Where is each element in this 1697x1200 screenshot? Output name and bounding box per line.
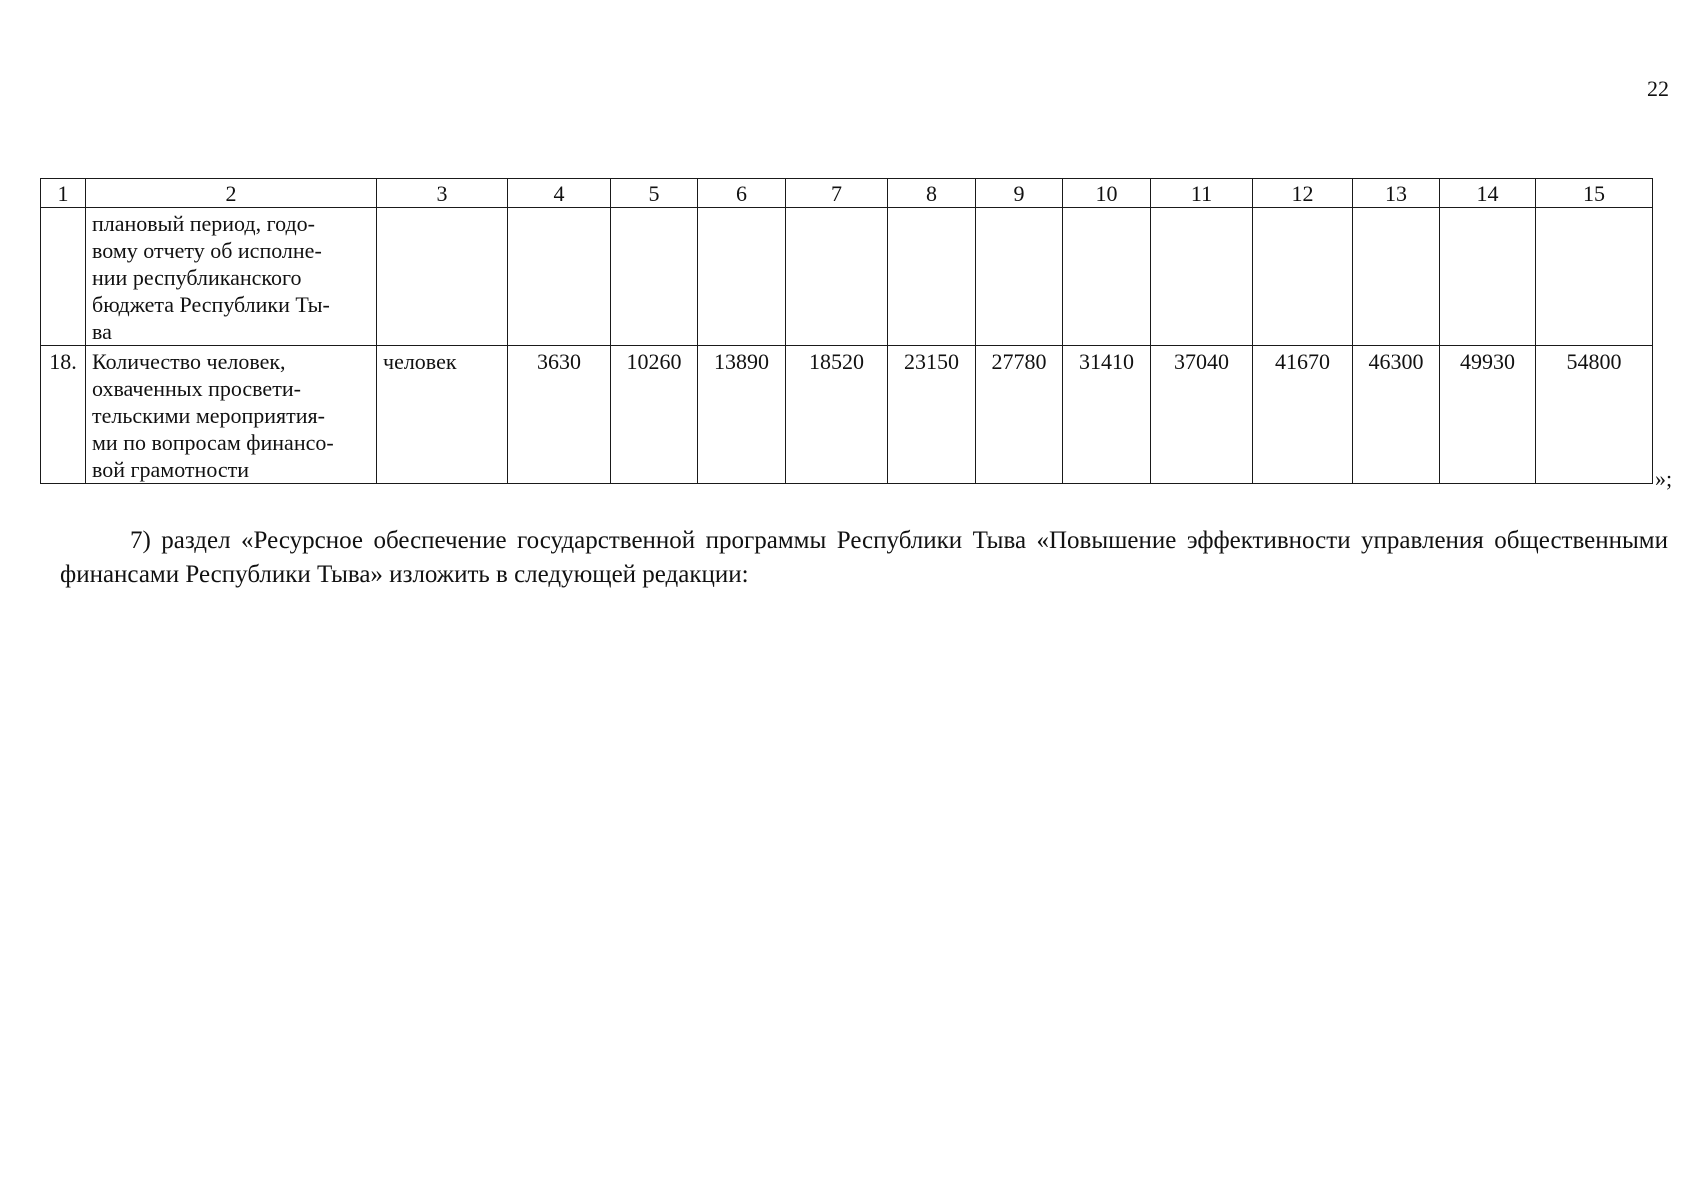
empty-cell	[1253, 208, 1353, 346]
value-cell: 18520	[786, 346, 888, 484]
header-cell: 15	[1536, 179, 1653, 208]
empty-cell	[377, 208, 508, 346]
empty-cell	[888, 208, 976, 346]
empty-cell	[976, 208, 1063, 346]
header-cell: 1	[41, 179, 86, 208]
header-cell: 5	[611, 179, 698, 208]
value-cell: 10260	[611, 346, 698, 484]
row-number-cell: 18.	[41, 346, 86, 484]
empty-cell	[1063, 208, 1151, 346]
body-paragraph: 7) раздел «Ресурсное обеспечение государственной программы Республики Тыва «Повышение эффективности управления общественными финансами Республики Тыва» изложить в следующей редакции:	[60, 527, 1668, 588]
header-cell: 8	[888, 179, 976, 208]
empty-cell	[698, 208, 786, 346]
empty-cell	[786, 208, 888, 346]
value-cell: 41670	[1253, 346, 1353, 484]
value-cell: 31410	[1063, 346, 1151, 484]
value-cell: 49930	[1440, 346, 1536, 484]
header-cell: 3	[377, 179, 508, 208]
value-cell: 3630	[508, 346, 611, 484]
value-cell: 23150	[888, 346, 976, 484]
indicators-table	[40, 178, 1653, 484]
empty-cell	[611, 208, 698, 346]
empty-cell	[508, 208, 611, 346]
header-cell: 4	[508, 179, 611, 208]
value-cell: 13890	[698, 346, 786, 484]
table-header-row	[41, 179, 1653, 208]
value-cell: 46300	[1353, 346, 1440, 484]
indicators-table-wrapper	[40, 178, 1652, 484]
page-number: 22	[1647, 76, 1669, 101]
continuation-text-cell: плановый период, годо- вому отчету об исполне- нии республиканского бюджета Республики Ты- ва	[86, 208, 377, 346]
header-cell: 12	[1253, 179, 1353, 208]
value-cell: 54800	[1536, 346, 1653, 484]
header-cell: 7	[786, 179, 888, 208]
table-row-continuation	[41, 208, 1653, 346]
header-cell: 10	[1063, 179, 1151, 208]
header-cell: 13	[1353, 179, 1440, 208]
empty-cell	[1151, 208, 1253, 346]
empty-cell	[41, 208, 86, 346]
header-cell: 11	[1151, 179, 1253, 208]
header-cell: 9	[976, 179, 1063, 208]
table-row-18	[41, 346, 1653, 484]
value-cell: 27780	[976, 346, 1063, 484]
indicator-name-cell: Количество человек, охваченных просвети- тельскими мероприятия- ми по вопросам финансо- вой грамотности	[86, 346, 377, 484]
empty-cell	[1536, 208, 1653, 346]
empty-cell	[1353, 208, 1440, 346]
header-cell: 14	[1440, 179, 1536, 208]
header-cell: 2	[86, 179, 377, 208]
header-cell: 6	[698, 179, 786, 208]
closing-quote-mark: »;	[1655, 466, 1673, 491]
empty-cell	[1440, 208, 1536, 346]
unit-cell: человек	[377, 346, 508, 484]
value-cell: 37040	[1151, 346, 1253, 484]
